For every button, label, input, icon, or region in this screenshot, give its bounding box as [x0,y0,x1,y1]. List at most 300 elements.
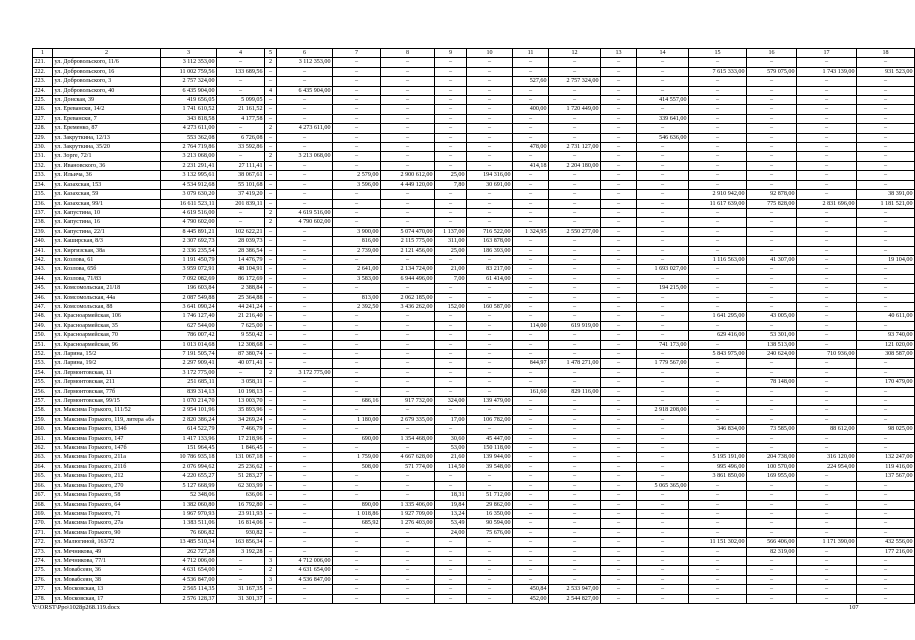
value-cell: – [601,350,637,359]
table-row [33,284,915,293]
value-cell: 27 111,41 [217,161,265,170]
value-cell: – [601,77,637,86]
value-cell: – [467,387,513,396]
row-number-cell: 271. [33,528,53,537]
value-cell: 4 273 611,00 [277,124,333,133]
value-cell: – [637,293,689,302]
value-cell: 4 619 516,00 [277,208,333,217]
value-cell: 4 631 654,00 [161,566,217,575]
value-cell: 741 173,00 [637,340,689,349]
value-cell: – [601,152,637,161]
value-cell: – [513,331,549,340]
value-cell: – [435,190,467,199]
value-cell: 3 861 850,00 [689,472,747,481]
value-cell: – [689,556,747,565]
value-cell: – [381,528,435,537]
value-cell: – [435,105,467,114]
value-cell: – [601,255,637,264]
value-cell: – [637,321,689,330]
value-cell: – [747,105,797,114]
value-cell: – [333,566,381,575]
value-cell: 163 878,00 [467,237,513,246]
value-cell: – [435,208,467,217]
row-number-cell: 259. [33,415,53,424]
value-cell: – [601,331,637,340]
value-cell: – [601,397,637,406]
value-cell: – [265,594,277,603]
value-cell: – [637,152,689,161]
value-cell: – [513,340,549,349]
value-cell: – [689,265,747,274]
value-cell: 930,82 [217,528,265,537]
value-cell: – [637,255,689,264]
value-cell: 3 172 775,00 [277,368,333,377]
value-cell: – [797,114,857,123]
value-cell: – [637,246,689,255]
address-cell: ул. Московская, 17 [53,594,161,603]
value-cell: 114,50 [435,462,467,471]
value-cell: 1 720 449,00 [549,105,601,114]
value-cell: – [435,67,467,76]
value-cell: – [689,415,747,424]
value-cell: 2 204 180,00 [549,161,601,170]
value-cell: – [689,218,747,227]
value-cell: 119 416,00 [857,462,915,471]
row-number-cell: 245. [33,284,53,293]
row-number-cell: 255. [33,378,53,387]
value-cell: – [217,86,265,95]
value-cell: – [601,96,637,105]
registry-table-sheet [32,48,913,604]
value-cell: – [637,227,689,236]
row-number-cell: 234. [33,180,53,189]
value-cell: – [857,208,915,217]
value-cell: 177 216,00 [857,547,915,556]
value-cell: – [381,378,435,387]
value-cell: 16 814,06 [217,519,265,528]
value-cell: – [637,302,689,311]
table-row [33,359,915,368]
value-cell: 19 104,00 [857,255,915,264]
value-cell: – [277,359,333,368]
value-cell: – [637,368,689,377]
value-cell: – [513,274,549,283]
value-cell: – [549,491,601,500]
value-cell: 3 172 775,00 [161,368,217,377]
value-cell: – [381,152,435,161]
value-cell: – [513,190,549,199]
value-cell: – [467,556,513,565]
value-cell: 3 213 068,00 [277,152,333,161]
value-cell: – [637,190,689,199]
value-cell: – [601,227,637,236]
row-number-cell: 250. [33,331,53,340]
value-cell: – [797,190,857,199]
value-cell: – [265,387,277,396]
value-cell: – [689,594,747,603]
value-cell: – [265,397,277,406]
value-cell: – [381,199,435,208]
value-cell: – [797,340,857,349]
value-cell: – [857,585,915,594]
value-cell: 100 570,00 [747,462,797,471]
value-cell: 343 818,58 [161,114,217,123]
value-cell: 1 070 214,70 [161,397,217,406]
value-cell: 38 067,61 [217,171,265,180]
value-cell: 25 236,62 [217,462,265,471]
value-cell: – [797,284,857,293]
value-cell: – [277,114,333,123]
address-cell: ул. Малюгиной, 163/72 [53,538,161,547]
value-cell: 452,00 [513,594,549,603]
value-cell: 508,00 [333,462,381,471]
value-cell: – [513,284,549,293]
value-cell: – [747,293,797,302]
value-cell: 30 691,00 [467,180,513,189]
value-cell: – [277,143,333,152]
value-cell: – [217,152,265,161]
value-cell: 90 594,00 [467,519,513,528]
value-cell: – [601,274,637,283]
value-cell: 40 611,00 [857,312,915,321]
value-cell: – [265,67,277,76]
value-cell: – [857,161,915,170]
value-cell: 432 556,00 [857,538,915,547]
value-cell: 150 118,00 [467,444,513,453]
value-cell: – [797,218,857,227]
table-row [33,255,915,264]
value-cell: – [467,86,513,95]
value-cell: – [747,302,797,311]
value-cell: 1 741 610,52 [161,105,217,114]
value-cell: – [277,77,333,86]
address-cell: ул. Максима Горького, 111/52 [53,406,161,415]
value-cell: – [747,77,797,86]
value-cell: – [217,124,265,133]
value-cell: – [601,302,637,311]
value-cell: – [689,208,747,217]
address-cell: ул. Донская, 39 [53,96,161,105]
address-cell: ул. Красноармейская, 70 [53,331,161,340]
value-cell: – [857,58,915,67]
value-cell: – [689,302,747,311]
value-cell: – [637,124,689,133]
value-cell: 29 862,00 [467,500,513,509]
value-cell: – [277,96,333,105]
value-cell: – [797,406,857,415]
value-cell: 3 112 353,00 [161,58,217,67]
value-cell: – [797,161,857,170]
value-cell: – [601,500,637,509]
value-cell: – [277,180,333,189]
value-cell: – [435,585,467,594]
row-number-cell: 276. [33,575,53,584]
value-cell: – [513,302,549,311]
value-cell: – [747,218,797,227]
value-cell: – [797,321,857,330]
value-cell: – [277,237,333,246]
value-cell: – [333,86,381,95]
value-cell: 1 137,00 [435,227,467,236]
value-cell: – [513,67,549,76]
value-cell: – [601,434,637,443]
value-cell: 87 380,74 [217,350,265,359]
value-cell: – [747,58,797,67]
value-cell: – [265,425,277,434]
address-cell: ул. Максима Горького, 27а [53,519,161,528]
value-cell: – [747,509,797,518]
table-row [33,133,915,142]
row-number-cell: 262. [33,444,53,453]
value-cell: – [513,265,549,274]
table-row [33,397,915,406]
value-cell: – [689,180,747,189]
value-cell: – [381,114,435,123]
value-cell: – [513,218,549,227]
value-cell: – [637,509,689,518]
address-cell: ул. Максима Горького, 64 [53,500,161,509]
row-number-cell: 230. [33,143,53,152]
address-cell: ул. Мовабсеян, 38 [53,575,161,584]
table-row [33,265,915,274]
value-cell: – [601,453,637,462]
value-cell: – [277,227,333,236]
table-row [33,406,915,415]
value-cell: – [689,340,747,349]
value-cell: – [637,434,689,443]
table-row [33,180,915,189]
value-cell: – [513,528,549,537]
value-cell: – [467,472,513,481]
value-cell: – [637,67,689,76]
value-cell: – [513,96,549,105]
value-cell: – [333,190,381,199]
column-header: 8 [381,49,435,58]
value-cell: – [747,368,797,377]
value-cell: – [265,434,277,443]
table-row [33,519,915,528]
value-cell: 931 523,00 [857,67,915,76]
value-cell: – [513,425,549,434]
value-cell: – [277,481,333,490]
address-cell: ул. Козлова, 65б [53,265,161,274]
value-cell: – [857,368,915,377]
value-cell: 2 900 612,00 [381,171,435,180]
address-cell: ул. Козлова, 71/83 [53,274,161,283]
value-cell: 1 018,86 [333,509,381,518]
value-cell: – [857,397,915,406]
value-cell: – [513,378,549,387]
column-header: 18 [857,49,915,58]
value-cell: – [747,556,797,565]
value-cell: 4 619 516,00 [161,208,217,217]
value-cell: – [689,152,747,161]
value-cell: – [435,387,467,396]
address-cell: ул. Комсомольская, 44а [53,293,161,302]
column-header: 2 [53,49,161,58]
value-cell: 1 967 970,93 [161,509,217,518]
value-cell: – [513,350,549,359]
value-cell: 224 954,00 [797,462,857,471]
value-cell: – [637,415,689,424]
value-cell: – [333,77,381,86]
table-row [33,312,915,321]
value-cell: – [277,350,333,359]
value-cell: – [333,359,381,368]
value-cell: 1 116 563,00 [689,255,747,264]
address-cell: ул. Ильича, 36 [53,171,161,180]
value-cell: 614 522,79 [161,425,217,434]
value-cell: 2 544 827,00 [549,594,601,603]
value-cell: 11 151 302,00 [689,538,747,547]
value-cell: – [797,208,857,217]
value-cell: – [277,415,333,424]
value-cell: – [513,491,549,500]
row-number-cell: 229. [33,133,53,142]
value-cell: 151 964,45 [161,444,217,453]
value-cell: 4 534 912,68 [161,180,217,189]
value-cell: – [747,124,797,133]
value-cell: – [797,312,857,321]
value-cell: – [689,378,747,387]
value-cell: – [467,67,513,76]
value-cell: – [689,293,747,302]
value-cell: – [857,359,915,368]
value-cell: – [637,462,689,471]
row-number-cell: 237. [33,208,53,217]
value-cell: 775 828,00 [747,199,797,208]
value-cell: 2 954 101,96 [161,406,217,415]
value-cell: – [381,143,435,152]
value-cell: 137 567,00 [857,472,915,481]
address-cell: ул. Козлова, 61 [53,255,161,264]
row-number-cell: 240. [33,237,53,246]
value-cell: – [333,133,381,142]
address-cell: ул. Лермонтовская, 77б [53,387,161,396]
value-cell: – [381,105,435,114]
value-cell: – [513,538,549,547]
value-cell: – [601,171,637,180]
value-cell: – [747,96,797,105]
value-cell: 163 856,34 [217,538,265,547]
table-row [33,378,915,387]
value-cell: – [265,378,277,387]
table-row [33,350,915,359]
value-cell: – [601,566,637,575]
row-number-cell: 254. [33,368,53,377]
value-cell: 53,00 [435,444,467,453]
table-row [33,331,915,340]
row-number-cell: 256. [33,387,53,396]
value-cell: – [549,312,601,321]
value-cell: – [381,472,435,481]
value-cell: 829 116,00 [549,387,601,396]
value-cell: – [381,96,435,105]
value-cell: – [747,415,797,424]
value-cell: – [549,218,601,227]
value-cell: – [857,105,915,114]
value-cell: – [381,190,435,199]
value-cell: 86 172,69 [217,274,265,283]
value-cell: – [513,171,549,180]
value-cell: 1 759,00 [333,453,381,462]
value-cell: – [265,519,277,528]
value-cell: – [435,199,467,208]
value-cell: 527,60 [513,77,549,86]
value-cell: 4 220 655,27 [161,472,217,481]
value-cell: – [747,519,797,528]
value-cell: – [689,406,747,415]
value-cell: – [857,96,915,105]
row-number-cell: 233. [33,171,53,180]
value-cell: – [637,472,689,481]
value-cell: – [637,218,689,227]
value-cell: – [467,585,513,594]
value-cell: – [435,152,467,161]
value-cell: – [601,190,637,199]
value-cell: – [277,387,333,396]
value-cell: – [435,406,467,415]
value-cell: 51 283,27 [217,472,265,481]
column-header: 3 [161,49,217,58]
value-cell: 43 005,00 [747,312,797,321]
value-cell: – [513,509,549,518]
value-cell: 5 074 470,00 [381,227,435,236]
value-cell: – [549,575,601,584]
value-cell: – [857,246,915,255]
value-cell: 19,84 [435,500,467,509]
value-cell: – [797,331,857,340]
value-cell: – [797,152,857,161]
value-cell: – [435,594,467,603]
value-cell: – [277,500,333,509]
value-cell: – [637,331,689,340]
value-cell: – [513,208,549,217]
address-cell: ул. Лермонтовская, 99/15 [53,397,161,406]
value-cell: – [277,472,333,481]
value-cell: – [277,462,333,471]
value-cell: – [467,114,513,123]
value-cell: 6 435 904,00 [161,86,217,95]
value-cell: – [467,594,513,603]
row-number-cell: 264. [33,462,53,471]
value-cell: 30,60 [435,434,467,443]
value-cell: – [637,575,689,584]
value-cell: – [333,105,381,114]
value-cell: – [467,368,513,377]
value-cell: – [549,86,601,95]
table-row [33,500,915,509]
value-cell: 324,00 [435,397,467,406]
row-number-cell: 267. [33,491,53,500]
address-cell: ул. Лермонтовская, 11 [53,368,161,377]
value-cell: 7 466,79 [217,425,265,434]
value-cell: – [601,312,637,321]
value-cell: – [797,378,857,387]
value-cell: 3 900,00 [333,227,381,236]
value-cell: – [857,152,915,161]
value-cell: – [217,77,265,86]
value-cell: 251 685,11 [161,378,217,387]
value-cell: – [797,293,857,302]
value-cell: – [549,556,601,565]
address-cell: ул. Добровольского, 3 [53,77,161,86]
value-cell: 316 120,00 [797,453,857,462]
value-cell: – [601,519,637,528]
value-cell: – [265,171,277,180]
value-cell: – [797,359,857,368]
value-cell: – [747,208,797,217]
